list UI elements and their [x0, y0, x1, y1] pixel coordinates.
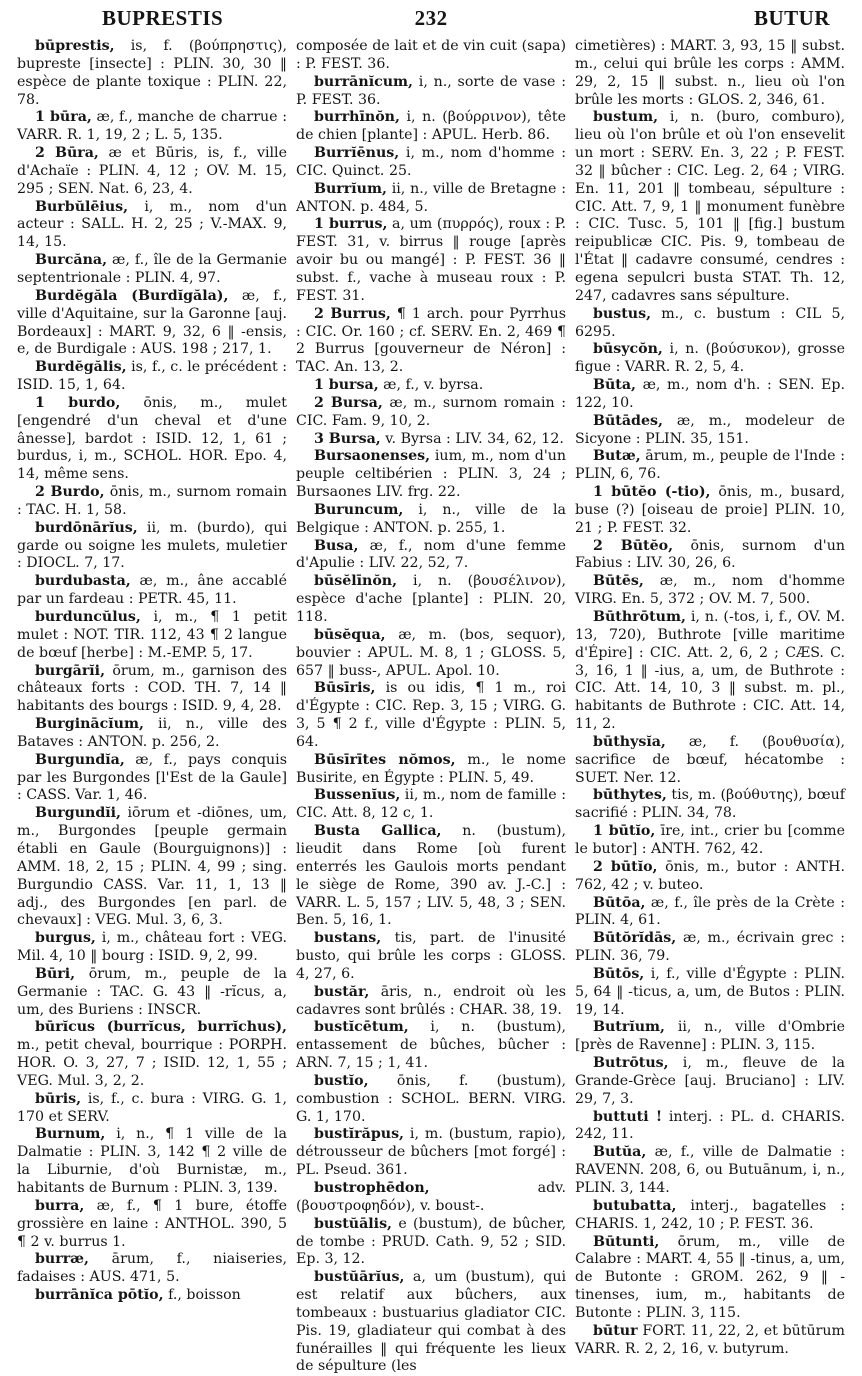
dictionary-entry — [575, 734, 845, 788]
entry-definition: ōnis, m., butor : ANTH. 762, 42 ; v. buteo. — [575, 858, 845, 893]
running-header — [17, 6, 846, 36]
dictionary-entry — [17, 930, 287, 966]
entry-headword: Būthrōtum, — [593, 609, 686, 625]
dictionary-entry — [575, 787, 845, 823]
dictionary-entry — [17, 1251, 287, 1287]
entry-definition: i, n., ¶ 1 ville de la Dalmatie : PLIN. 3, 142 ¶ 2 ville de la Liburnie, d'où Burnistæ, m., habitants de Burnum : PLIN. 3, 139. — [17, 1126, 287, 1196]
column-right — [575, 38, 845, 1376]
dictionary-entry — [296, 502, 566, 538]
entry-definition: æ, f., ville d'Aquitaine, sur la Garonne [auj. Bordeaux] : MART. 9, 32, 6 ‖ -ensis, e, de Burdigale : AUS. 198 ; 217, 1. — [17, 287, 287, 358]
entry-headword: Burgundĭa, — [35, 751, 125, 768]
entry-headword: bustŭārĭus, — [314, 1269, 405, 1286]
entry-definition: ōnis, m., surnom romain : TAC. H. 1, 58. — [17, 484, 287, 518]
entry-headword: butubatta, — [593, 1197, 677, 1214]
entry-headword: Bursaonenses, — [314, 448, 431, 465]
entry-headword: Būtōs, — [593, 965, 645, 982]
entry-definition: æ, f., île de la Germanie septentrionale : PLIN. 4, 97. — [17, 252, 287, 286]
entry-headword: 1 burdo, — [35, 394, 121, 411]
entry-headword: Burdĕgăla (Burdĭgăla), — [35, 287, 229, 304]
entry-definition: īre, int., crier bu [comme le butor] : ANTH. 762, 42. — [575, 823, 845, 857]
entry-definition: ōnis, m., mulet [engendré d'un cheval et d'une ânesse], bardot : ISID. 12, 1, 61 ; burdus, i, m., SCHOL. HOR. Epo. 4, 14, même sens. — [17, 394, 287, 483]
entry-headword: būrĭcus (burrĭcus, burrĭchus), — [35, 1019, 287, 1036]
dictionary-entry — [575, 1109, 845, 1145]
dictionary-entry — [17, 38, 287, 109]
entry-definition: æ, m., écrivain grec : PLIN. 36, 79. — [575, 930, 845, 965]
entry-definition: ōnis, m., busard, buse (?) [oiseau de proie] PLIN. 10, 21 ; P. FEST. 32. — [575, 484, 846, 536]
entry-definition: i, n., ville de la Belgique : ANTON. p. 255, 1. — [296, 501, 566, 536]
dictionary-entry — [296, 1073, 566, 1127]
entry-definition: æ, m., modeleur de Sicyone : PLIN. 35, 151. — [575, 412, 845, 447]
entry-definition: i, m., château fort : VEG. Mil. 4, 10 ‖ bourg : ISID. 9, 2, 99. — [17, 930, 287, 965]
entry-headword: būprestis, — [35, 38, 115, 54]
dictionary-entry — [296, 377, 566, 395]
dictionary-entry — [17, 716, 287, 752]
entry-definition: i, n. (βούσυκον), grosse figue : VARR. R. 2, 5, 4. — [575, 341, 845, 376]
dictionary-entry — [575, 341, 845, 377]
entry-definition: æ, m., surnom romain : CIC. Fam. 9, 10, 2. — [296, 394, 566, 429]
entry-definition: ii, n., ville d'Ombrie [près de Ravenne] : PLIN. 3, 115. — [575, 1019, 845, 1054]
entry-definition: æ, m. (bos, sequor), bouvier : APUL. M. 8, 1 ; GLOSS. 5, 657 ‖ buss-, APUL. Apol. 10. — [296, 626, 566, 679]
dictionary-entry — [296, 787, 566, 823]
dictionary-entry — [296, 431, 566, 449]
entry-headword: bustans, — [314, 930, 382, 947]
entry-definition: i, n. (βουσέλινον), espèce d'ache [plante] : PLIN. 20, 118. — [296, 573, 566, 625]
entry-headword: bustŭālis, — [314, 1215, 392, 1232]
entry-definition: is, f., c. bura : VIRG. G. 1, 170 et SERV. — [17, 1090, 287, 1125]
entry-headword: Būtādes, — [593, 412, 663, 429]
entry-headword: Bussenĭus, — [314, 787, 401, 804]
dictionary-entry — [575, 1234, 845, 1323]
entry-definition: m., c. bustum : CIL 5, 6295. — [575, 305, 845, 340]
dictionary-entry — [575, 306, 845, 342]
entry-headword: Būtŏrĭdās, — [593, 930, 677, 947]
columns — [17, 38, 846, 1376]
entry-definition: ii, m., nom de famille : CIC. Att. 8, 12 c, 1. — [296, 787, 566, 822]
entry-headword: burrhīnŏn, — [314, 109, 400, 126]
entry-definition: i, m., nom d'homme : CIC. Quinct. 25. — [296, 145, 566, 179]
dictionary-entry — [17, 109, 287, 145]
dictionary-entry — [296, 538, 566, 574]
dictionary-entry — [575, 1019, 845, 1055]
entry-headword: 2 Burrus, — [314, 305, 391, 322]
dictionary-entry — [296, 306, 566, 377]
dictionary-entry — [575, 1144, 845, 1198]
entry-headword: 3 Bursa, — [314, 430, 381, 447]
entry-headword: Butrĭum, — [593, 1019, 665, 1036]
entry-headword: burræ, — [35, 1251, 89, 1268]
entry-definition: ōrum, m., peuple de la Germanie : TAC. G. 43 ‖ -rĭcus, a, um, des Buriens : INSCR. — [17, 965, 287, 1018]
entry-headword: Butæ, — [593, 448, 641, 465]
dictionary-entry — [17, 1091, 287, 1127]
entry-headword: 1 bursa, — [314, 377, 379, 394]
entry-headword: 2 Būtĕo, — [593, 537, 674, 554]
entry-headword: 1 būtĭo, — [593, 823, 656, 840]
entry-headword: būthytes, — [593, 787, 667, 804]
column-left — [17, 38, 287, 1376]
entry-definition: i, n. (βούρρινον), tête de chien [plante] : APUL. Herb. 86. — [296, 109, 566, 144]
entry-headword: Burrĭum, — [314, 180, 387, 197]
entry-headword: Būtēs, — [593, 573, 644, 590]
entry-headword: burdubasta, — [35, 573, 131, 590]
entry-definition: æ, f., manche de charrue : VARR. R. 1, 19, 2 ; L. 5, 135. — [17, 109, 287, 144]
dictionary-entry — [575, 1323, 845, 1359]
dictionary-entry — [296, 448, 566, 502]
entry-definition: is, f. (βούπρηστις), bupreste [insecte] : PLIN. 30, 30 ‖ espèce de plante toxique : PLIN. 22, 78. — [17, 38, 287, 108]
dictionary-entry — [17, 966, 287, 1020]
entry-headword: 1 būtĕo (-tio), — [593, 484, 711, 501]
dictionary-entry — [17, 395, 287, 484]
entry-headword: būthysĭa, — [593, 733, 666, 750]
dictionary-entry — [575, 895, 845, 931]
entry-definition: f., boisson — [163, 1287, 241, 1304]
entry-definition: tis, m. (βούθυτης), bœuf sacrifié : PLIN. 34, 78. — [575, 787, 845, 822]
dictionary-entry — [296, 1019, 566, 1073]
dictionary-entry — [296, 216, 566, 305]
entry-headword: burduncŭlus, — [35, 609, 141, 625]
entry-definition: v. Byrsa : LIV. 34, 62, 12. — [380, 430, 564, 447]
entry-headword: bustĭcētum, — [314, 1019, 409, 1036]
entry-definition: ii, m. (burdo), qui garde ou soigne les mulets, muletier : DIOCL. 7, 17. — [17, 519, 287, 572]
dictionary-entry — [575, 859, 845, 895]
entry-definition: i, n. (bustum), entassement de bûches, bûcher : ARN. 7, 15 ; 1, 41. — [296, 1019, 566, 1072]
dictionary-entry — [296, 395, 566, 431]
dictionary-entry — [296, 145, 566, 181]
dictionary-entry — [17, 1126, 287, 1197]
entry-headword: būsĕqua, — [314, 626, 386, 643]
dictionary-entry — [296, 930, 566, 984]
entry-headword: burrānĭcum, — [314, 73, 413, 90]
entry-definition: æ, m., âne accablé par un fardeau : PETR. 45, 11. — [17, 573, 287, 608]
entry-headword: bustĭo, — [314, 1072, 369, 1089]
entry-definition: cimetières) : MART. 3, 93, 15 ‖ subst. m., celui qui brûle les corps : AMM. 29, 2, 15 ‖ subst. n., lieu où l'on brûle les morts : GLOS. 2, 346, 61. — [575, 38, 845, 108]
entry-headword: bustrophēdon, — [314, 1180, 430, 1196]
dictionary-entry — [296, 573, 566, 627]
dictionary-entry — [575, 538, 845, 574]
entry-headword: Burgundĭi, — [35, 805, 121, 822]
entry-definition: i, m. (bustum, rapio), détrousseur de bûchers [mot forgé] : PL. Pseud. 361. — [296, 1126, 566, 1179]
entry-headword: Būta, — [593, 377, 636, 394]
dictionary-entry — [296, 109, 566, 145]
dictionary-entry — [17, 359, 287, 395]
entry-definition: æ, f. (βουθυσία), sacrifice de bœuf, hécatombe : SUET. Ner. 12. — [575, 733, 845, 786]
dictionary-entry — [17, 145, 287, 199]
dictionary-entry — [296, 1126, 566, 1180]
entry-headword: Burginācĭum, — [35, 716, 144, 733]
entry-definition: composée de lait et de vin cuit (sapa) : P. FEST. 36. — [296, 38, 566, 72]
dictionary-entry — [17, 288, 287, 359]
entry-definition: iōrum et -diōnes, um, m., Burgondes [peuple germain établi en Gaule (Bourguignons)] : AMM. 18, 2, 15 ; PLIN. 4, 99 ; sing. Burgundio CASS. Var. 11, 1, 13 ‖ adj., des Burgondes [en parl. de chevaux] : VEG. Mul. 3, 6, 3. — [17, 805, 287, 929]
dictionary-entry — [17, 199, 287, 253]
entry-definition: ōrum, m., garnison des châteaux forts : COD. TH. 7, 14 ‖ habitants des bourgs : ISID. 9, 4, 28. — [17, 662, 287, 715]
entry-headword: buttuti ! — [593, 1108, 663, 1125]
entry-headword: būtur — [593, 1322, 638, 1339]
entry-definition: æ, f., île près de la Crète : PLIN. 4, 61. — [575, 894, 845, 929]
entry-headword: Būtunti, — [593, 1233, 660, 1250]
entry-definition: i, m., ¶ 1 petit mulet : NOT. TIR. 112, 43 ¶ 2 langue de bœuf [herbe] : M.-EMP. 5, 17. — [17, 609, 287, 661]
dictionary-entry — [17, 663, 287, 717]
dictionary-entry — [17, 1198, 287, 1252]
entry-definition: æ, m., nom d'homme VIRG. En. 5, 372 ; OV. M. 7, 500. — [575, 573, 845, 608]
entry-definition: ium, m., nom d'un peuple celtibérien : PLIN. 3, 24 ; Bursaones LIV. frg. 22. — [296, 448, 566, 501]
dictionary-entry — [575, 377, 845, 413]
entry-definition: ii, n., ville des Bataves : ANTON. p. 256, 2. — [17, 716, 287, 750]
dictionary-entry — [17, 609, 287, 663]
entry-headword: burgus, — [35, 930, 96, 947]
entry-headword: burra, — [35, 1197, 85, 1214]
entry-definition: ārum, f., niaiseries, fadaises : AUS. 471, 5. — [17, 1251, 287, 1286]
entry-definition: æ, f., ville de Dalmatie : RAVENN. 208, 6, ou Butuānum, i, n., PLIN. 3, 144. — [575, 1144, 845, 1196]
entry-headword: 1 būra, — [35, 109, 92, 126]
dictionary-entry — [296, 181, 566, 217]
entry-headword: Butrōtus, — [593, 1055, 669, 1072]
dictionary-entry — [575, 484, 845, 538]
entry-definition: e (bustum), de bûcher, de tombe : PRUD. Cath. 9, 52 ; SID. Ep. 3, 12. — [296, 1215, 566, 1268]
entry-headword: burrānĭca pōtĭo, — [35, 1287, 164, 1304]
entry-headword: bustăr, — [314, 983, 370, 1000]
entry-headword: 2 būtĭo, — [593, 858, 658, 875]
entry-definition: is ou idis, ¶ 1 m., roi d'Égypte : CIC. Rep. 3, 15 ; VIRG. G. 3, 5 ¶ 2 f., ville d'Égypte : PLIN. 5, 64. — [296, 680, 566, 750]
header-left-guideword: BUPRESTIS — [102, 6, 224, 30]
entry-headword: būsycŏn, — [593, 341, 663, 358]
dictionary-entry — [575, 109, 845, 305]
entry-headword: Busa, — [314, 537, 359, 554]
dictionary-entry — [17, 752, 287, 806]
dictionary-entry — [17, 520, 287, 574]
entry-definition: i, m., fleuve de la Grande-Grèce [auj. Bruciano] : LIV. 29, 7, 3. — [575, 1055, 845, 1107]
entry-definition: m., le nome Busirite, en Égypte : PLIN. 5, 49. — [296, 751, 566, 786]
dictionary-entry — [296, 74, 566, 110]
entry-definition: tis, part. de l'inusité busto, qui brûle les corps : GLOSS. 4, 27, 6. — [296, 930, 566, 982]
entry-headword: burgārĭi, — [35, 662, 106, 679]
dictionary-entry — [575, 413, 845, 449]
dictionary-entry — [575, 823, 845, 859]
entry-definition: i, n. (buro, comburo), lieu où l'on brûle et où l'on ensevelit un mort : SERV. En. 3, 22 ; P. FEST. 32 ‖ bûcher : CIC. Leg. 2, 64 ; VIRG. En. 11, 201 ‖ tombeau, sépulture : CIC. Att. 7, 9, 1 ‖ monument funèbre : CIC. Tusc. 5, 101 ‖ [fig.] bustum reipublicæ CIC. Pis. 9, tombeau de l'État ‖ cadavre consumé, cendres : egena sepulcri busta STAT. Th. 12, 247, cadavres sans sépulture. — [575, 109, 845, 304]
entry-definition: æ, f., v. byrsa. — [378, 377, 484, 394]
dictionary-entry — [575, 38, 845, 109]
dictionary-entry — [296, 1180, 566, 1216]
entry-headword: 2 Bursa, — [314, 394, 383, 411]
dictionary-entry — [575, 966, 845, 1020]
entry-definition: interj., bagatelles : CHARIS. 1, 242, 10 ; P. FEST. 36. — [575, 1197, 845, 1232]
dictionary-entry — [575, 1198, 845, 1234]
entry-definition: interj. : PL. d. CHARIS. 242, 11. — [575, 1108, 845, 1143]
entry-definition: æ, m., nom d'h. : SEN. Ep. 122, 10. — [575, 377, 845, 411]
dictionary-entry — [296, 823, 566, 930]
dictionary-entry — [296, 752, 566, 788]
dictionary-entry — [296, 680, 566, 751]
entry-definition: m., petit cheval, bourrique : PORPH. HOR. O. 3, 27, 7 ; ISID. 12, 1, 55 ; VEG. Mul. 3, 2, 2. — [17, 1037, 287, 1089]
entry-headword: Burbŭlēius, — [35, 198, 129, 215]
entry-definition: FORT. 11, 22, 2, et būtūrum VARR. R. 2, 2, 16, v. butyrum. — [575, 1322, 845, 1357]
dictionary-entry — [575, 448, 845, 484]
entry-headword: Burnum, — [35, 1126, 106, 1143]
entry-definition: n. (bustum), lieudit dans Rome [où furent enterrés les Gaulois morts pendant le siège de Rome, 390 av. J.-C.] : VARR. L. 5, 157 ; LIV. 5, 48, 3 ; SEN. Ben. 5, 16, 1. — [296, 823, 566, 929]
entry-headword: Būtōa, — [593, 894, 646, 911]
entry-headword: Būri, — [35, 965, 76, 982]
entry-headword: bustum, — [593, 109, 659, 126]
entry-definition: ārum, m., peuple de l'Inde : PLIN, 6, 76. — [575, 448, 845, 483]
entry-headword: 2 Būra, — [35, 145, 99, 162]
entry-headword: 2 Burdo, — [35, 484, 105, 501]
dictionary-entry — [575, 609, 845, 734]
entry-definition: ii, n., ville de Bretagne : ANTON. p. 484, 5. — [296, 180, 566, 215]
page-number: 232 — [414, 6, 448, 30]
dictionary-entry — [575, 573, 845, 609]
entry-headword: 1 burrus, — [314, 216, 388, 233]
entry-headword: Buruncum, — [314, 501, 404, 518]
dictionary-entry — [575, 930, 845, 966]
entry-headword: burdōnārĭus, — [35, 519, 138, 536]
dictionary-entry — [575, 1055, 845, 1109]
entry-headword: Būsīrītes nŏmos, — [314, 751, 456, 768]
dictionary-entry — [17, 252, 287, 288]
dictionary-entry — [17, 805, 287, 930]
entry-headword: bustĭrăpus, — [314, 1126, 404, 1143]
entry-definition: æ et Būris, is, f., ville d'Achaïe : PLIN. 4, 12 ; OV. M. 15, 295 ; SEN. Nat. 6, 23, 4. — [17, 145, 287, 197]
entry-definition: adv. (βουστροφηδόν), v. boust-. — [296, 1180, 566, 1214]
entry-definition: æ, f., pays conquis par les Burgondes [l'Est de la Gaule] : CASS. Var. 1, 46. — [17, 751, 287, 804]
entry-definition: ōnis, f. (bustum), combustion : SCHOL. BERN. VIRG. G. 1, 170. — [296, 1072, 566, 1125]
entry-definition: æ, f., ¶ 1 bure, étoffe grossière en laine : ANTHOL. 390, 5 ¶ 2 v. burrus 1. — [17, 1197, 287, 1250]
entry-headword: būsĕlīnŏn, — [314, 573, 398, 590]
entry-definition: i, m., nom d'un acteur : SALL. H. 2, 25 ; V.-MAX. 9, 14, 15. — [17, 198, 287, 251]
dictionary-entry — [296, 1216, 566, 1270]
entry-definition: æ, f., nom d'une femme d'Apulie : LIV. 22, 52, 7. — [296, 537, 566, 572]
entry-definition: ōnis, surnom d'un Fabius : LIV. 30, 26, 6. — [575, 537, 845, 572]
dictionary-entry — [17, 573, 287, 609]
entry-headword: būris, — [35, 1090, 82, 1107]
entry-definition: ōrum, m., ville de Calabre : MART. 4, 55 ‖ -tinus, a, um, de Butonte : GROM. 262, 9 ‖ -tinenses, ium, m., habitants de Butonte : PLIN. 3, 115. — [575, 1233, 845, 1321]
entry-definition: i, n., sorte de vase : P. FEST. 36. — [296, 73, 566, 108]
entry-definition: i, f., ville d'Égypte : PLIN. 5, 64 ‖ -ticus, a, um, de Butos : PLIN. 19, 14. — [575, 965, 845, 1018]
dictionary-entry — [296, 627, 566, 681]
entry-headword: Būsīris, — [314, 680, 376, 697]
header-right-guideword: BUTUR — [753, 6, 830, 30]
entry-definition: i, n. (-tos, i, f., OV. M. 13, 720), Buthrote [ville maritime d'Épire] : CIC. Att. 2, 6, 2 ; CÆS. C. 3, 16, 1 ‖ -ius, a, um, de Buthrote : CIC. Att. 14, 10, 3 ‖ subst. m. pl., habitants de Buthrote : CIC. Att. 14, 11, 2. — [575, 609, 845, 733]
dictionary-entry — [296, 38, 566, 74]
column-middle — [296, 38, 566, 1376]
dictionary-entry — [17, 484, 287, 520]
entry-definition: ¶ 1 arch. pour Pyrrhus : CIC. Or. 160 ; cf. SERV. En. 2, 469 ¶ 2 Burrus [gouverneur de Néron] : TAC. An. 13, 2. — [296, 305, 566, 376]
dictionary-entry — [296, 1269, 566, 1376]
entry-headword: Butŭa, — [593, 1144, 647, 1161]
entry-headword: Burdĕgălis, — [35, 359, 127, 376]
entry-headword: Burcăna, — [35, 252, 108, 269]
entry-definition: a, um (bustum), qui est relatif aux bûchers, aux tombeaux : bustuarius gladiator CIC. Pis. 19, gladiateur qui combat à des funérailles ‖ qui fréquente les lieux de sépulture (les — [296, 1269, 566, 1375]
entry-headword: Busta Gallica, — [314, 823, 442, 840]
dictionary-entry — [296, 984, 566, 1020]
entry-definition: āris, n., endroit où les cadavres sont brûlés : CHAR. 38, 19. — [296, 983, 566, 1018]
entry-headword: Burrĭēnus, — [314, 145, 400, 162]
entry-definition: a, um (πυρρός), roux : P. FEST. 31, v. birrus ‖ rouge [après avoir bu ou mangé] : P. FEST. 36 ‖ subst. f., vache à museau roux : P. FEST. 31. — [296, 216, 566, 304]
entry-headword: bustus, — [593, 305, 652, 322]
entry-definition: is, f., c. le précédent : ISID. 15, 1, 64. — [17, 359, 287, 394]
dictionary-entry — [17, 1287, 287, 1305]
dictionary-entry — [17, 1019, 287, 1090]
